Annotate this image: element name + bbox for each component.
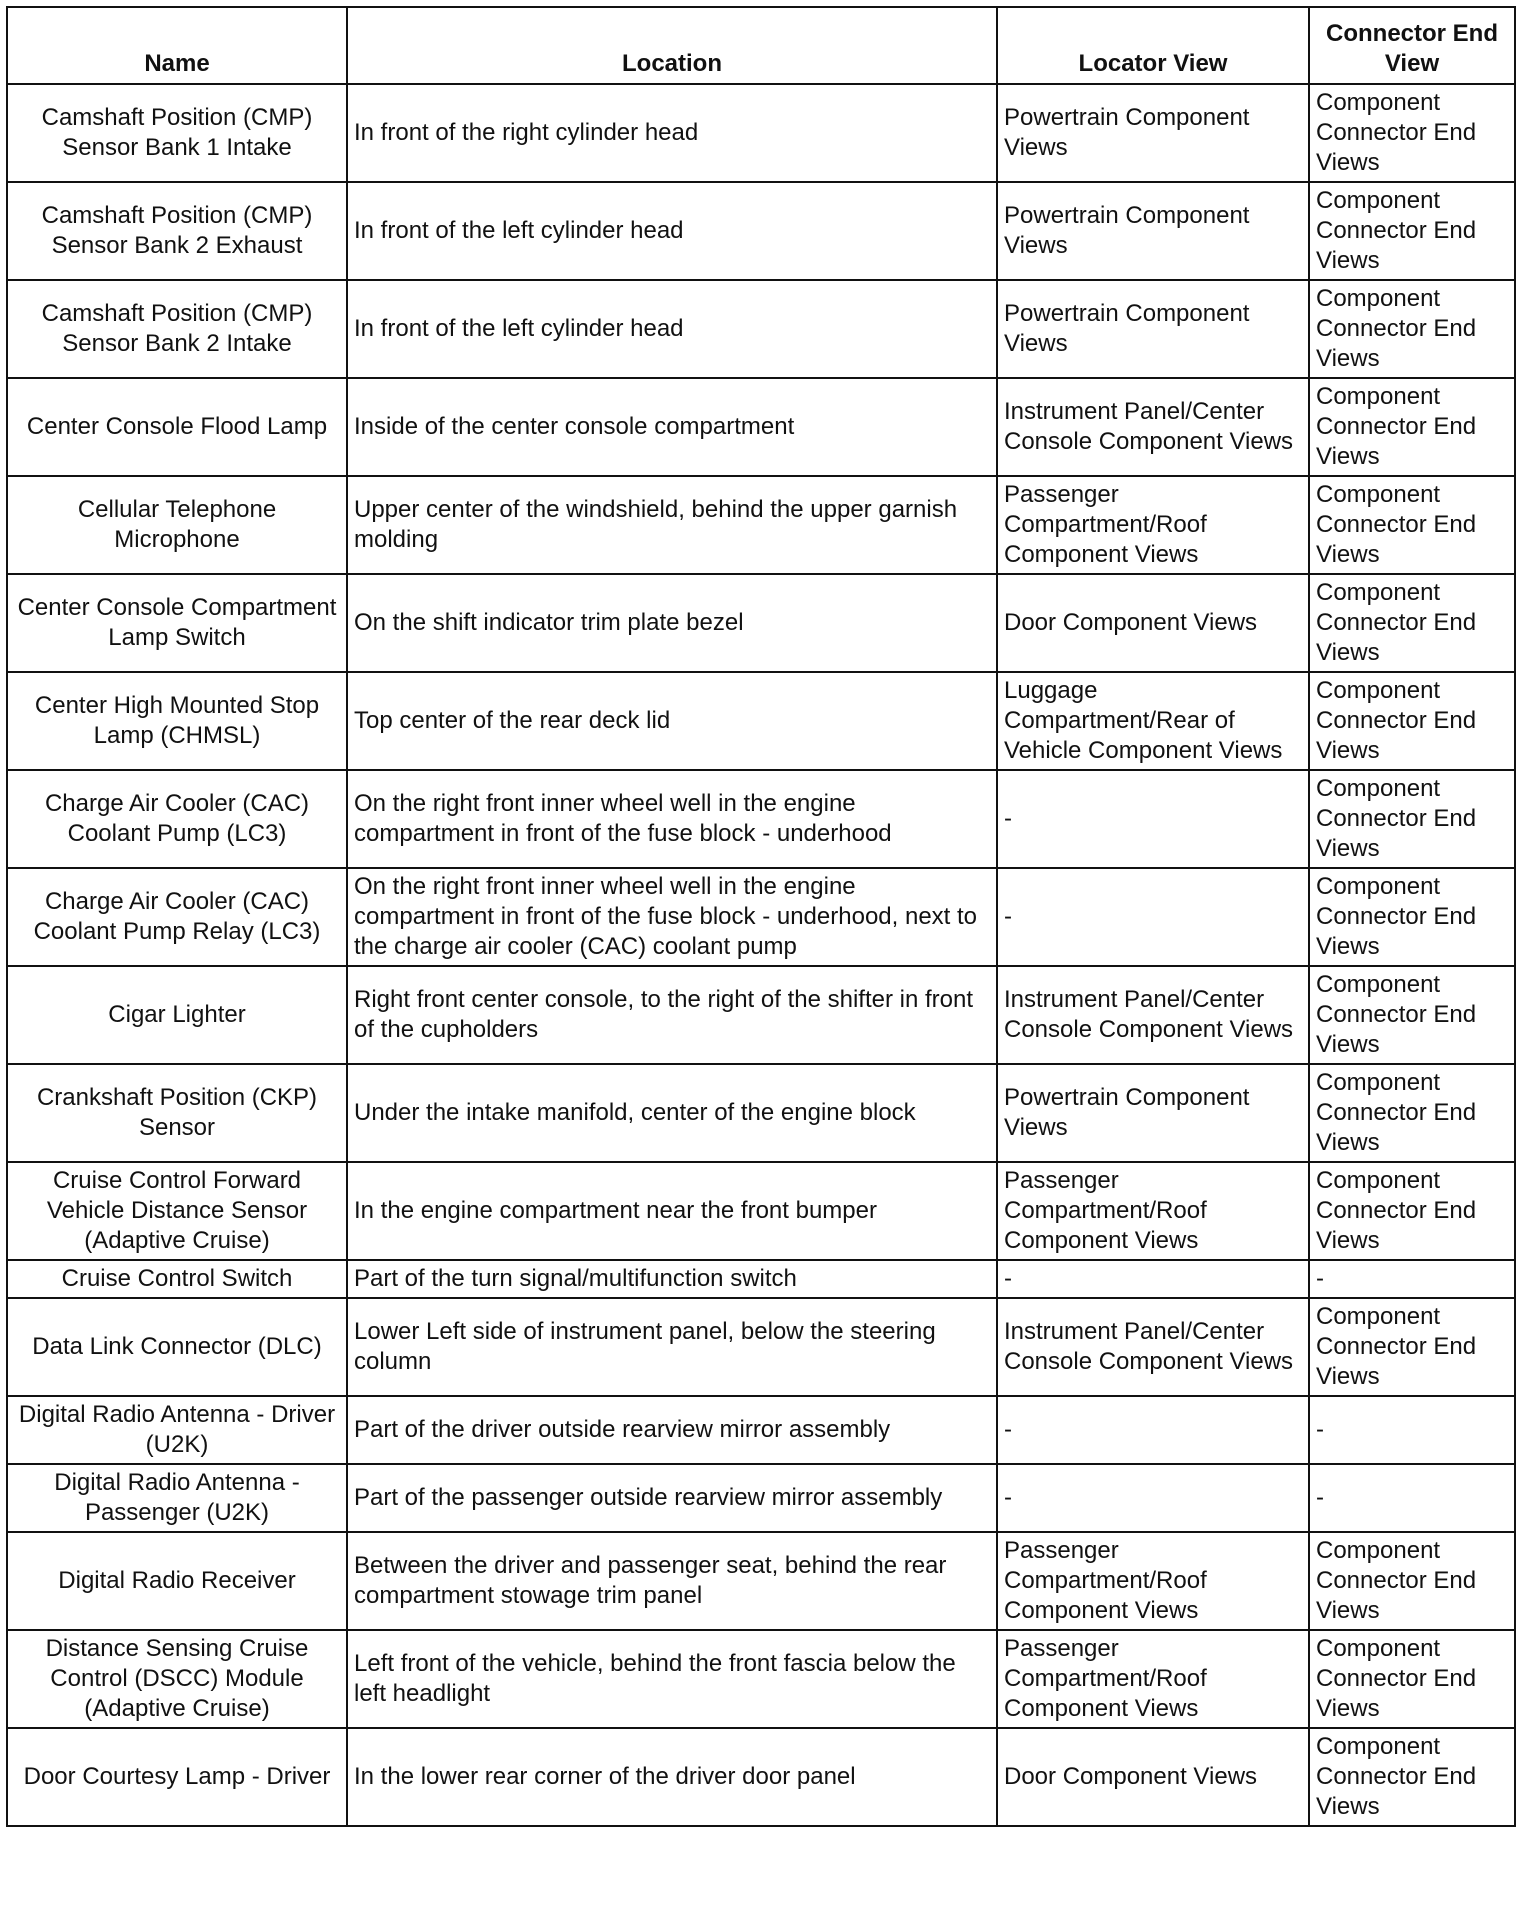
cell-location: Upper center of the windshield, behind the upper garnish molding [347,476,997,574]
cell-name: Charge Air Cooler (CAC) Coolant Pump (LC3) [7,770,347,868]
cell-locator-view: - [997,770,1309,868]
cell-locator-view: Passenger Compartment/Roof Component Views [997,476,1309,574]
table-row [7,672,1515,770]
table-row [7,574,1515,672]
cell-location: In the engine compartment near the front bumper [347,1162,997,1260]
cell-location: Lower Left side of instrument panel, below the steering column [347,1298,997,1396]
cell-connector-end-view: Component Connector End Views [1309,1298,1515,1396]
cell-locator-view: Door Component Views [997,1728,1309,1826]
cell-connector-end-view: Component Connector End Views [1309,770,1515,868]
cell-name: Cruise Control Forward Vehicle Distance Sensor (Adaptive Cruise) [7,1162,347,1260]
cell-name: Cruise Control Switch [7,1260,347,1298]
cell-name: Distance Sensing Cruise Control (DSCC) Module (Adaptive Cruise) [7,1630,347,1728]
cell-connector-end-view: Component Connector End Views [1309,966,1515,1064]
header-connector-end-view: Connector End View [1309,7,1515,84]
cell-connector-end-view: - [1309,1260,1515,1298]
cell-name: Data Link Connector (DLC) [7,1298,347,1396]
cell-name: Center High Mounted Stop Lamp (CHMSL) [7,672,347,770]
cell-locator-view: - [997,1464,1309,1532]
cell-name: Door Courtesy Lamp - Driver [7,1728,347,1826]
cell-name: Camshaft Position (CMP) Sensor Bank 2 Intake [7,280,347,378]
table-row [7,1064,1515,1162]
cell-connector-end-view: Component Connector End Views [1309,476,1515,574]
cell-locator-view: Instrument Panel/Center Console Component Views [997,378,1309,476]
cell-location: Part of the turn signal/multifunction switch [347,1260,997,1298]
cell-name: Camshaft Position (CMP) Sensor Bank 1 Intake [7,84,347,182]
cell-locator-view: Passenger Compartment/Roof Component Views [997,1162,1309,1260]
cell-connector-end-view: Component Connector End Views [1309,1728,1515,1826]
cell-locator-view: Powertrain Component Views [997,182,1309,280]
cell-location: Between the driver and passenger seat, behind the rear compartment stowage trim panel [347,1532,997,1630]
table-row [7,1464,1515,1532]
cell-connector-end-view: Component Connector End Views [1309,378,1515,476]
cell-locator-view: - [997,868,1309,966]
table-row [7,770,1515,868]
table-row [7,868,1515,966]
cell-locator-view: Powertrain Component Views [997,280,1309,378]
cell-connector-end-view: Component Connector End Views [1309,574,1515,672]
cell-locator-view: Passenger Compartment/Roof Component Views [997,1532,1309,1630]
cell-location: In the lower rear corner of the driver door panel [347,1728,997,1826]
cell-connector-end-view: - [1309,1464,1515,1532]
table-row [7,1728,1515,1826]
table-row [7,966,1515,1064]
cell-name: Camshaft Position (CMP) Sensor Bank 2 Exhaust [7,182,347,280]
cell-connector-end-view: Component Connector End Views [1309,182,1515,280]
cell-name: Crankshaft Position (CKP) Sensor [7,1064,347,1162]
cell-locator-view: Instrument Panel/Center Console Component Views [997,966,1309,1064]
cell-location: On the right front inner wheel well in the engine compartment in front of the fuse block - underhood [347,770,997,868]
header-locator-view: Locator View [997,7,1309,84]
table-row [7,1630,1515,1728]
header-location: Location [347,7,997,84]
cell-location: Part of the passenger outside rearview mirror assembly [347,1464,997,1532]
cell-location: In front of the left cylinder head [347,182,997,280]
cell-locator-view: Instrument Panel/Center Console Component Views [997,1298,1309,1396]
cell-locator-view: Powertrain Component Views [997,84,1309,182]
table-row [7,1396,1515,1464]
header-name: Name [7,7,347,84]
cell-location: Under the intake manifold, center of the engine block [347,1064,997,1162]
component-locator-table [6,6,1516,1827]
cell-locator-view: Door Component Views [997,574,1309,672]
cell-connector-end-view: Component Connector End Views [1309,84,1515,182]
cell-name: Digital Radio Receiver [7,1532,347,1630]
cell-locator-view: - [997,1396,1309,1464]
cell-name: Digital Radio Antenna - Driver (U2K) [7,1396,347,1464]
cell-name: Center Console Compartment Lamp Switch [7,574,347,672]
table-row [7,378,1515,476]
table-row [7,84,1515,182]
cell-name: Digital Radio Antenna - Passenger (U2K) [7,1464,347,1532]
cell-locator-view: - [997,1260,1309,1298]
cell-locator-view: Powertrain Component Views [997,1064,1309,1162]
cell-location: In front of the right cylinder head [347,84,997,182]
cell-location: Right front center console, to the right of the shifter in front of the cupholders [347,966,997,1064]
cell-location: Part of the driver outside rearview mirror assembly [347,1396,997,1464]
cell-connector-end-view: Component Connector End Views [1309,1532,1515,1630]
cell-locator-view: Luggage Compartment/Rear of Vehicle Component Views [997,672,1309,770]
cell-connector-end-view: Component Connector End Views [1309,1064,1515,1162]
component-locator-table-container [6,6,1514,1827]
header-row [7,7,1515,84]
table-row [7,1298,1515,1396]
table-row [7,182,1515,280]
table-header [7,7,1515,84]
table-row [7,1162,1515,1260]
table-body [7,84,1515,1826]
cell-connector-end-view: Component Connector End Views [1309,672,1515,770]
cell-connector-end-view: Component Connector End Views [1309,280,1515,378]
cell-connector-end-view: - [1309,1396,1515,1464]
cell-location: Inside of the center console compartment [347,378,997,476]
cell-location: On the shift indicator trim plate bezel [347,574,997,672]
cell-location: Left front of the vehicle, behind the front fascia below the left headlight [347,1630,997,1728]
cell-name: Charge Air Cooler (CAC) Coolant Pump Relay (LC3) [7,868,347,966]
cell-connector-end-view: Component Connector End Views [1309,868,1515,966]
cell-connector-end-view: Component Connector End Views [1309,1162,1515,1260]
cell-location: On the right front inner wheel well in the engine compartment in front of the fuse block - underhood, next to the charge air cooler (CAC) coolant pump [347,868,997,966]
cell-name: Cigar Lighter [7,966,347,1064]
cell-connector-end-view: Component Connector End Views [1309,1630,1515,1728]
table-row [7,476,1515,574]
table-row [7,1532,1515,1630]
cell-location: In front of the left cylinder head [347,280,997,378]
cell-name: Cellular Telephone Microphone [7,476,347,574]
table-row [7,280,1515,378]
table-row [7,1260,1515,1298]
cell-locator-view: Passenger Compartment/Roof Component Views [997,1630,1309,1728]
cell-name: Center Console Flood Lamp [7,378,347,476]
cell-location: Top center of the rear deck lid [347,672,997,770]
